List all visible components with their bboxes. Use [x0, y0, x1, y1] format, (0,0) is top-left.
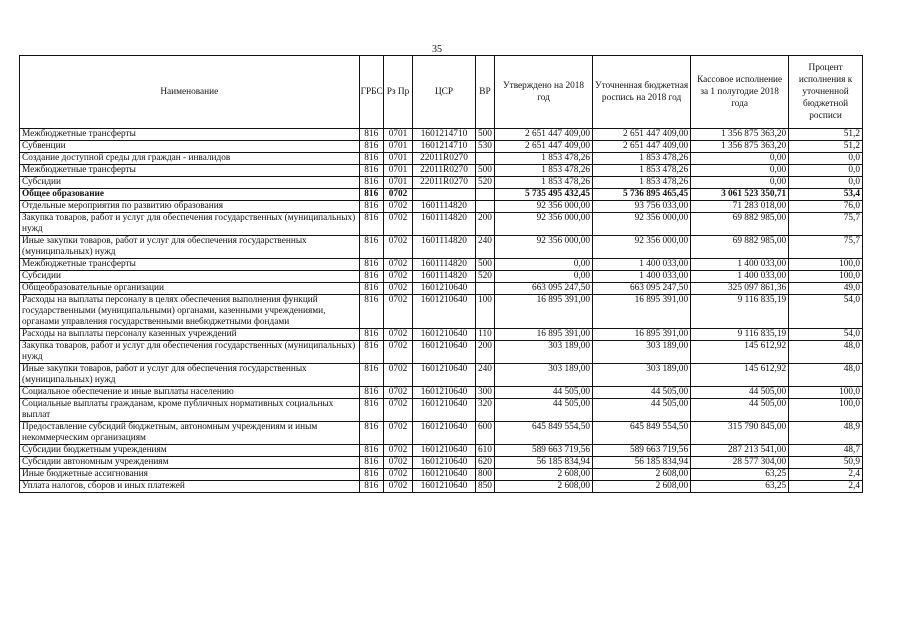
- cell-vr: [475, 153, 494, 165]
- cell-approved: 2 651 447 409,00: [495, 129, 593, 141]
- cell-rzpr: 0702: [383, 259, 412, 271]
- cell-cash: 0,00: [691, 177, 789, 189]
- cell-grbs: 816: [359, 481, 383, 493]
- cell-name: Расходы на выплаты персоналу в целях обеспечения выполнения функций государственными (муниципальными) органами, казенными учреждениями, органами управления государственными внебюджетными фондами: [20, 295, 360, 329]
- table-row: [20, 387, 863, 399]
- cell-cash: 325 097 861,36: [691, 283, 789, 295]
- cell-refined: 44 505,00: [593, 387, 691, 399]
- cell-refined: 1 400 033,00: [593, 271, 691, 283]
- cell-percent: 2,4: [789, 481, 863, 493]
- cell-approved: 92 356 000,00: [495, 201, 593, 213]
- cell-rzpr: 0702: [383, 364, 412, 387]
- cell-percent: 75,7: [789, 213, 863, 236]
- cell-csr: 1601210640: [413, 481, 476, 493]
- cell-refined: 303 189,00: [593, 364, 691, 387]
- cell-name: Межбюджетные трансферты: [20, 165, 360, 177]
- table-row: [20, 283, 863, 295]
- cell-vr: [475, 189, 494, 201]
- cell-rzpr: 0702: [383, 399, 412, 422]
- table-row: [20, 177, 863, 189]
- cell-csr: 1601210640: [413, 445, 476, 457]
- cell-approved: 0,00: [495, 259, 593, 271]
- cell-grbs: 816: [359, 399, 383, 422]
- cell-vr: 240: [475, 364, 494, 387]
- table-row: [20, 399, 863, 422]
- cell-percent: 50,9: [789, 457, 863, 469]
- cell-vr: 300: [475, 387, 494, 399]
- cell-vr: 600: [475, 422, 494, 445]
- cell-cash: 1 400 033,00: [691, 259, 789, 271]
- cell-vr: [475, 201, 494, 213]
- cell-cash: 71 283 018,00: [691, 201, 789, 213]
- cell-grbs: 816: [359, 153, 383, 165]
- table-row: [20, 457, 863, 469]
- cell-vr: 520: [475, 177, 494, 189]
- table-row: [20, 271, 863, 283]
- cell-approved: 1 853 478,26: [495, 177, 593, 189]
- cell-rzpr: 0702: [383, 341, 412, 364]
- cell-csr: 1601210640: [413, 295, 476, 329]
- table-body: [20, 129, 863, 493]
- cell-percent: 76,0: [789, 201, 863, 213]
- cell-refined: 92 356 000,00: [593, 213, 691, 236]
- cell-name: Отдельные мероприятия по развитию образования: [20, 201, 360, 213]
- cell-rzpr: 0702: [383, 295, 412, 329]
- cell-refined: 1 853 478,26: [593, 165, 691, 177]
- cell-csr: 1601114820: [413, 236, 476, 259]
- cell-grbs: 816: [359, 213, 383, 236]
- cell-cash: 1 400 033,00: [691, 271, 789, 283]
- cell-name: Иные закупки товаров, работ и услуг для обеспечения государственных (муниципальных) нужд: [20, 364, 360, 387]
- header-cash: Кассовое исполнение за 1 полугодие 2018 года: [691, 56, 789, 129]
- cell-approved: 303 189,00: [495, 364, 593, 387]
- budget-execution-table: [19, 55, 863, 493]
- cell-approved: 2 608,00: [495, 469, 593, 481]
- table-row: [20, 129, 863, 141]
- table-header-row: [20, 56, 863, 129]
- cell-percent: 53,4: [789, 189, 863, 201]
- cell-percent: 51,2: [789, 141, 863, 153]
- cell-approved: 1 853 478,26: [495, 165, 593, 177]
- cell-name: Уплата налогов, сборов и иных платежей: [20, 481, 360, 493]
- cell-cash: 287 213 541,00: [691, 445, 789, 457]
- cell-vr: 530: [475, 141, 494, 153]
- cell-name: Общее образование: [20, 189, 360, 201]
- cell-grbs: 816: [359, 341, 383, 364]
- cell-rzpr: 0702: [383, 201, 412, 213]
- cell-name: Субсидии: [20, 177, 360, 189]
- cell-rzpr: 0701: [383, 141, 412, 153]
- cell-approved: 44 505,00: [495, 387, 593, 399]
- cell-refined: 1 853 478,26: [593, 177, 691, 189]
- cell-cash: 44 505,00: [691, 399, 789, 422]
- cell-refined: 663 095 247,50: [593, 283, 691, 295]
- cell-percent: 100,0: [789, 387, 863, 399]
- cell-refined: 92 356 000,00: [593, 236, 691, 259]
- cell-cash: 28 577 304,00: [691, 457, 789, 469]
- cell-csr: 22011R0270: [413, 177, 476, 189]
- cell-vr: 500: [475, 165, 494, 177]
- cell-csr: 1601210640: [413, 399, 476, 422]
- cell-grbs: 816: [359, 165, 383, 177]
- cell-approved: 1 853 478,26: [495, 153, 593, 165]
- cell-refined: 2 651 447 409,00: [593, 129, 691, 141]
- cell-name: Субсидии автономным учреждениям: [20, 457, 360, 469]
- cell-refined: 56 185 834,94: [593, 457, 691, 469]
- cell-grbs: 816: [359, 283, 383, 295]
- table-row: [20, 481, 863, 493]
- cell-rzpr: 0702: [383, 283, 412, 295]
- cell-cash: 3 061 523 350,71: [691, 189, 789, 201]
- cell-grbs: 816: [359, 457, 383, 469]
- cell-name: Расходы на выплаты персоналу казенных учреждений: [20, 329, 360, 341]
- cell-rzpr: 0701: [383, 129, 412, 141]
- cell-approved: 44 505,00: [495, 399, 593, 422]
- cell-cash: 44 505,00: [691, 387, 789, 399]
- cell-grbs: 816: [359, 189, 383, 201]
- cell-rzpr: 0702: [383, 387, 412, 399]
- table-row: [20, 213, 863, 236]
- table-row: [20, 341, 863, 364]
- cell-refined: 2 651 447 409,00: [593, 141, 691, 153]
- cell-refined: 93 756 033,00: [593, 201, 691, 213]
- cell-vr: 850: [475, 481, 494, 493]
- cell-rzpr: 0702: [383, 422, 412, 445]
- cell-grbs: 816: [359, 469, 383, 481]
- cell-name: Субсидии: [20, 271, 360, 283]
- cell-vr: 320: [475, 399, 494, 422]
- cell-rzpr: 0701: [383, 153, 412, 165]
- table-row: [20, 364, 863, 387]
- cell-cash: 0,00: [691, 153, 789, 165]
- cell-grbs: 816: [359, 201, 383, 213]
- cell-csr: 1601114820: [413, 213, 476, 236]
- cell-percent: 54,0: [789, 329, 863, 341]
- cell-name: Субсидии бюджетным учреждениям: [20, 445, 360, 457]
- cell-approved: 0,00: [495, 271, 593, 283]
- cell-csr: 1601214710: [413, 141, 476, 153]
- header-rzpr: Рз Пр: [383, 56, 412, 129]
- cell-csr: 1601210640: [413, 283, 476, 295]
- cell-grbs: 816: [359, 177, 383, 189]
- table-row: [20, 201, 863, 213]
- cell-percent: 2,4: [789, 469, 863, 481]
- cell-vr: 200: [475, 341, 494, 364]
- cell-grbs: 816: [359, 422, 383, 445]
- cell-rzpr: 0702: [383, 457, 412, 469]
- cell-cash: 69 882 985,00: [691, 236, 789, 259]
- cell-percent: 54,0: [789, 295, 863, 329]
- cell-name: Межбюджетные трансферты: [20, 259, 360, 271]
- cell-refined: 303 189,00: [593, 341, 691, 364]
- cell-vr: 610: [475, 445, 494, 457]
- cell-cash: 69 882 985,00: [691, 213, 789, 236]
- page-number: 35: [432, 44, 442, 55]
- cell-rzpr: 0702: [383, 236, 412, 259]
- cell-csr: 1601210640: [413, 422, 476, 445]
- cell-name: Субвенции: [20, 141, 360, 153]
- cell-refined: 44 505,00: [593, 399, 691, 422]
- cell-name: Общеобразовательные организации: [20, 283, 360, 295]
- cell-grbs: 816: [359, 329, 383, 341]
- cell-grbs: 816: [359, 445, 383, 457]
- cell-approved: 663 095 247,50: [495, 283, 593, 295]
- cell-csr: 22011R0270: [413, 153, 476, 165]
- cell-grbs: 816: [359, 387, 383, 399]
- table-row: [20, 236, 863, 259]
- table-row: [20, 329, 863, 341]
- cell-percent: 0,0: [789, 165, 863, 177]
- cell-csr: 1601210640: [413, 457, 476, 469]
- cell-refined: 645 849 554,50: [593, 422, 691, 445]
- table-row: [20, 153, 863, 165]
- table-row: [20, 165, 863, 177]
- cell-refined: 1 400 033,00: [593, 259, 691, 271]
- cell-percent: 0,0: [789, 153, 863, 165]
- cell-name: Предоставление субсидий бюджетным, автономным учреждениям и иным некоммерческим организациям: [20, 422, 360, 445]
- cell-name: Социальное обеспечение и иные выплаты населению: [20, 387, 360, 399]
- cell-csr: 1601210640: [413, 364, 476, 387]
- cell-cash: 315 790 845,00: [691, 422, 789, 445]
- cell-approved: 5 735 495 432,45: [495, 189, 593, 201]
- cell-approved: 16 895 391,00: [495, 295, 593, 329]
- cell-grbs: 816: [359, 129, 383, 141]
- table-row: [20, 295, 863, 329]
- cell-approved: 2 651 447 409,00: [495, 141, 593, 153]
- cell-csr: 1601210640: [413, 469, 476, 481]
- cell-rzpr: 0702: [383, 213, 412, 236]
- cell-vr: [475, 283, 494, 295]
- cell-refined: 5 736 895 465,45: [593, 189, 691, 201]
- table-row: [20, 141, 863, 153]
- cell-grbs: 816: [359, 295, 383, 329]
- cell-percent: 100,0: [789, 271, 863, 283]
- cell-csr: 1601114820: [413, 271, 476, 283]
- cell-csr: 1601214710: [413, 129, 476, 141]
- cell-percent: 48,0: [789, 341, 863, 364]
- cell-percent: 75,7: [789, 236, 863, 259]
- cell-rzpr: 0702: [383, 481, 412, 493]
- cell-rzpr: 0702: [383, 445, 412, 457]
- cell-rzpr: 0702: [383, 189, 412, 201]
- cell-name: Закупка товаров, работ и услуг для обеспечения государственных (муниципальных) нужд: [20, 341, 360, 364]
- header-vr: ВР: [475, 56, 494, 129]
- header-approved: Утверждено на 2018 год: [495, 56, 593, 129]
- cell-csr: 1601114820: [413, 201, 476, 213]
- cell-name: Социальные выплаты гражданам, кроме публичных нормативных социальных выплат: [20, 399, 360, 422]
- cell-vr: 520: [475, 271, 494, 283]
- cell-cash: 145 612,92: [691, 341, 789, 364]
- cell-csr: 1601114820: [413, 259, 476, 271]
- cell-approved: 92 356 000,00: [495, 236, 593, 259]
- cell-refined: 16 895 391,00: [593, 295, 691, 329]
- cell-grbs: 816: [359, 271, 383, 283]
- cell-grbs: 816: [359, 141, 383, 153]
- cell-grbs: 816: [359, 364, 383, 387]
- cell-percent: 48,7: [789, 445, 863, 457]
- cell-percent: 49,0: [789, 283, 863, 295]
- cell-grbs: 816: [359, 236, 383, 259]
- cell-approved: 645 849 554,50: [495, 422, 593, 445]
- cell-csr: 1601210640: [413, 341, 476, 364]
- cell-rzpr: 0701: [383, 177, 412, 189]
- table-row: [20, 189, 863, 201]
- cell-refined: 16 895 391,00: [593, 329, 691, 341]
- cell-cash: 9 116 835,19: [691, 329, 789, 341]
- cell-name: Иные закупки товаров, работ и услуг для обеспечения государственных (муниципальных) нужд: [20, 236, 360, 259]
- header-percent: Процент исполнения к уточненной бюджетной росписи: [789, 56, 863, 129]
- table-row: [20, 469, 863, 481]
- cell-vr: 110: [475, 329, 494, 341]
- cell-vr: 240: [475, 236, 494, 259]
- cell-csr: 1601210640: [413, 329, 476, 341]
- cell-name: Межбюджетные трансферты: [20, 129, 360, 141]
- cell-vr: 620: [475, 457, 494, 469]
- cell-csr: 22011R0270: [413, 165, 476, 177]
- cell-percent: 100,0: [789, 399, 863, 422]
- table-row: [20, 259, 863, 271]
- cell-percent: 100,0: [789, 259, 863, 271]
- cell-approved: 16 895 391,00: [495, 329, 593, 341]
- cell-name: Закупка товаров, работ и услуг для обеспечения государственных (муниципальных) нужд: [20, 213, 360, 236]
- cell-name: Создание доступной среды для граждан - инвалидов: [20, 153, 360, 165]
- cell-cash: 63,25: [691, 481, 789, 493]
- cell-refined: 2 608,00: [593, 481, 691, 493]
- cell-cash: 1 356 875 363,20: [691, 141, 789, 153]
- header-csr: ЦСР: [413, 56, 476, 129]
- cell-refined: 1 853 478,26: [593, 153, 691, 165]
- cell-rzpr: 0702: [383, 329, 412, 341]
- header-name: Наименование: [20, 56, 360, 129]
- cell-vr: 500: [475, 129, 494, 141]
- cell-approved: 303 189,00: [495, 341, 593, 364]
- cell-refined: 2 608,00: [593, 469, 691, 481]
- cell-cash: 145 612,92: [691, 364, 789, 387]
- cell-csr: [413, 189, 476, 201]
- cell-approved: 2 608,00: [495, 481, 593, 493]
- cell-approved: 589 663 719,56: [495, 445, 593, 457]
- cell-vr: 500: [475, 259, 494, 271]
- table-row: [20, 445, 863, 457]
- cell-cash: 1 356 875 363,20: [691, 129, 789, 141]
- cell-percent: 48,0: [789, 364, 863, 387]
- cell-name: Иные бюджетные ассигнования: [20, 469, 360, 481]
- cell-cash: 63,25: [691, 469, 789, 481]
- cell-vr: 200: [475, 213, 494, 236]
- cell-grbs: 816: [359, 259, 383, 271]
- header-refined: Уточненная бюджетная роспись на 2018 год: [593, 56, 691, 129]
- cell-rzpr: 0702: [383, 271, 412, 283]
- cell-csr: 1601210640: [413, 387, 476, 399]
- cell-vr: 100: [475, 295, 494, 329]
- cell-rzpr: 0701: [383, 165, 412, 177]
- header-grbs: ГРБС: [359, 56, 383, 129]
- cell-approved: 56 185 834,94: [495, 457, 593, 469]
- cell-percent: 51,2: [789, 129, 863, 141]
- cell-rzpr: 0702: [383, 469, 412, 481]
- cell-percent: 48,9: [789, 422, 863, 445]
- cell-approved: 92 356 000,00: [495, 213, 593, 236]
- table-row: [20, 422, 863, 445]
- cell-vr: 800: [475, 469, 494, 481]
- cell-cash: 0,00: [691, 165, 789, 177]
- cell-refined: 589 663 719,56: [593, 445, 691, 457]
- cell-cash: 9 116 835,19: [691, 295, 789, 329]
- cell-percent: 0,0: [789, 177, 863, 189]
